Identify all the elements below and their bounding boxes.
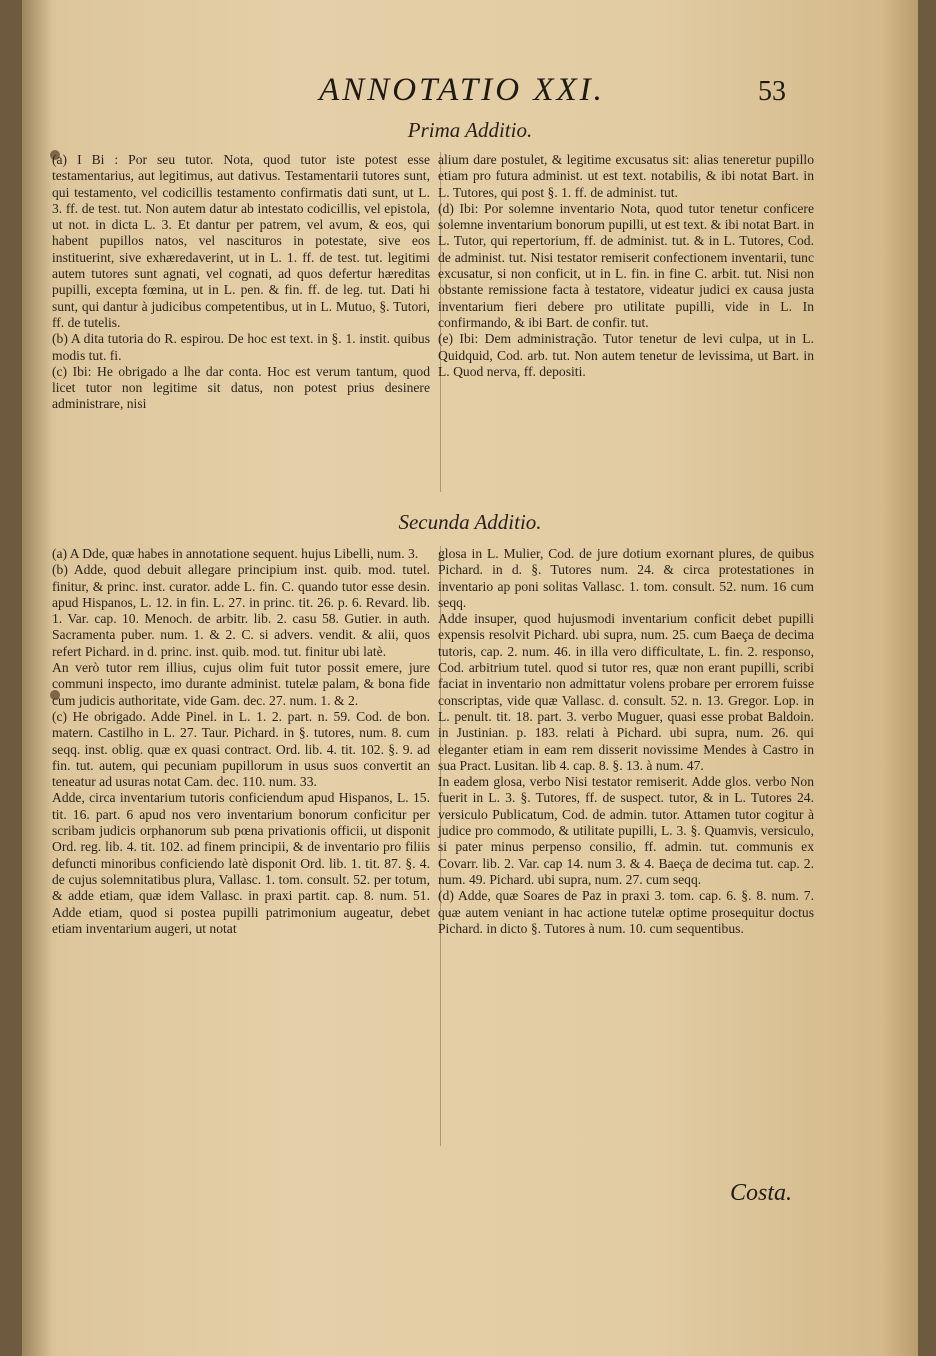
- column-left-prima: [52, 152, 430, 413]
- annotation-paragraph: An verò tutor rem illius, cujus olim fuit tutor possit emere, jure communi inspecto, imo durante administ. tutelæ palam, & bona fide cum judicis authoritate, vide Gam. dec. 27. num. 1. & 2.: [52, 660, 430, 708]
- annotation-paragraph: In eadem glosa, verbo Nisi testator remiserit. Adde glos. verbo Non fuerit in L. 3. §. Tutores, ff. de suspect. tutor, & in L. Tutores 24. versiculo Publicatum, Cod. de admin. tutor. Attamen tutor cogitur à judice pro commodo, & utilitate pupilli, L. 3. §. Quamvis, versiculo, si pater minus perpenso consilio, ff. admin. tut. communis ex Covarr. lib. 2. Var. cap 14. num 3. & 4. Baeça de decima tut. cap. 2. num. 49. Pichard. ubi supra, num. 27. cum seqq.: [438, 774, 814, 887]
- annotation-paragraph: Adde, circa inventarium tutoris conficiendum apud Hispanos, L. 15. tit. 16. part. 6 apud nos vero inventarium bonorum conficitur per scribam judicis orphanorum sub pœna privationis officii, ut disponit Ord. reg. lib. 4. tit. 102. ad finem principii, & de inventario pro filiis defuncti minoribus conficiendo latè disponit Ord. lib. 1. tit. 87. §. 4. de cujus solemnitatibus plura, Vallasc. 1. tom. consult. 52. per totum, & adde etiam, quæ idem Vallasc. in praxi partit. cap. 8. num. 51. Adde etiam, quod si postea pupilli patrimonium augeatur, debet etiam inventarium augeri, ut notat: [52, 790, 430, 936]
- page-number: 53: [758, 76, 786, 107]
- annotation-paragraph: Adde insuper, quod hujusmodi inventarium conficit debet pupilli expensis resolvit Pichard. ubi supra, num. 25. cum Baeça de decima tutoris, cap. 2. num. 46. in illa vero difficultate, L. fin. 2. responso, Cod. arbitrium tutel. quod si tutor res, quæ non erant pupilli, scribi faciat in inventario non admittatur volens probare per errorem fuisse conscriptas, vide quæ Vallasc. d. consult. 52. n. 13. Gregor. Lop. in L. penult. tit. 18. part. 3. verbo Muguer, quasi esse probat Baldoin. in Justinian. p. 183. relati à Pichard. ubi supra, num. 26. qui eleganter etiam in eam rem disserit novissime Mendes à Castro in sua Pract. Lusitan. lib 4. cap. 8. §. 13. à num. 47.: [438, 611, 814, 773]
- annotation-paragraph: (b) A dita tutoria do R. espirou. De hoc est text. in §. 1. instit. quibus modis tut. fi.: [52, 331, 430, 363]
- gutter-shadow: [22, 0, 52, 1356]
- annotation-paragraph: (d) Ibi: Por solemne inventario Nota, quod tutor tenetur conficere solemne inventarium bonorum pupilli, ut est text. & ibi notat Bart. in L. Tutor, qui repertorium, ff. de administ. tut. & in L. Tutores, Cod. de administ. tut. Nisi testator remiserit confectionem inventarii, tunc excusatur, si non conficit, ut in L. fin. in fine C. arbit. tut. Nisi non obstante remissione facta à testatore, videatur judici ex causa justa inventarium fieri debere pro utilitate pupilli, vide in L. In confirmando, & ibi Bart. de confir. tut.: [438, 200, 814, 330]
- annotation-paragraph: (a) I Bi : Por seu tutor. Nota, quod tutor iste potest esse testamentarius, aut legitimus, aut dativus. Testamentarii tutores sunt, qui testamento, vel codicillis testamento confirmatis dati sunt, ut L. 3. ff. de test. tut. Non autem datur ab intestato codicillis, vel epistola, ut not. in dicta L. 3. Et dantur per patrem, vel avum, & eos, qui habent pupillos natos, vel nascituros in potestate, sive eos instituerint, sive exhæredaverint, ut in L. 1. ff. de test. tut. legitimi autem tutores sunt agnati, vel cognati, ad quos defertur hæreditas pupilli, excepta fœmina, ut in L. pen. & fin. ff. de leg. tut. Dati hi sunt, qui dantur à judicibus competentibus, ut in L. Mutuo, §. Tutori, ff. de tutelis.: [52, 152, 430, 330]
- annotation-paragraph: alium dare postulet, & legitime excusatus sit: alias teneretur pupillo etiam pro futura administ. ut est text. notabilis, & ibi notat Bart. in L. Tutores, qui post §. 1. ff. de administ. tut.: [438, 152, 814, 200]
- column-right-secunda: [438, 546, 814, 937]
- section-title-prima: Prima Additio.: [407, 118, 533, 142]
- annotation-paragraph: (e) Ibi: Dem administração. Tutor tenetur de levi culpa, ut in L. Quidquid, Cod. arb. tut. Non autem tenetur de levissima, ut Bart. in L. Quod nerva, ff. depositi.: [438, 331, 814, 379]
- annotation-paragraph: (d) Adde, quæ Soares de Paz in praxi 3. tom. cap. 6. §. 8. num. 7. quæ autem veniant in hac actione tutelæ optime prosequitur doctus Pichard. in dicto §. Tutores à num. 10. cum sequentibus.: [438, 888, 814, 936]
- book-page: [22, 0, 918, 1356]
- annotation-paragraph: (a) A Dde, quæ habes in annotatione sequent. hujus Libelli, num. 3.: [52, 546, 419, 561]
- column-left-secunda: [52, 546, 430, 937]
- column-right-prima: [438, 152, 814, 380]
- annotation-paragraph: (c) Ibi: He obrigado a lhe dar conta. Hoc est verum tantum, quod licet tutor non legitime sit datus, non potest prius desinere administrare, nisi: [52, 363, 430, 412]
- section-title-secunda: Secunda Additio.: [398, 510, 542, 534]
- annotation-paragraph: (c) He obrigado. Adde Pinel. in L. 1. 2. part. n. 59. Cod. de bon. matern. Castilho in L. 27. Taur. Pichard. in §. tutores, num. 8. cum seqq. inst. oblig. quæ ex quasi contract. Ord. lib. 4. tit. 102. §. 9. ad fin. tut. autem, qui pecuniam pupillorum in usus suos convertit an teneatur ad usuras notat Cam. dec. 110. num. 33.: [52, 708, 430, 790]
- annotation-paragraph: glosa in L. Mulier, Cod. de jure dotium exornant plures, de quibus Pichard. in d. §. Tutores num. 24. & circa protestationes in inventario ap poni solitas Vallasc. 1. tom. consult. 52. num. 16 cum seqq.: [438, 546, 814, 610]
- catchword: Costa.: [730, 1180, 793, 1206]
- running-head: ANNOTATIO XXI.: [319, 72, 605, 108]
- annotation-paragraph: (b) Adde, quod debuit allegare principium inst. quib. mod. tutel. finitur, & princ. inst. curator. adde L. fin. C. quando tutor esse desin. apud Hispanos, L. 12. in fin. L. 27. in princ. tit. 26. p. 6. Revard. lib. 1. Var. cap. 10. Menoch. de arbitr. lib. 2. casu 58. Gutier. in auth. Sacramenta puber. num. 1. & 2. C. si advers. vendit. & alii, quos refert Pichard. in d. princ. inst. quib. mod. tut. finitur ubi latè.: [52, 562, 430, 659]
